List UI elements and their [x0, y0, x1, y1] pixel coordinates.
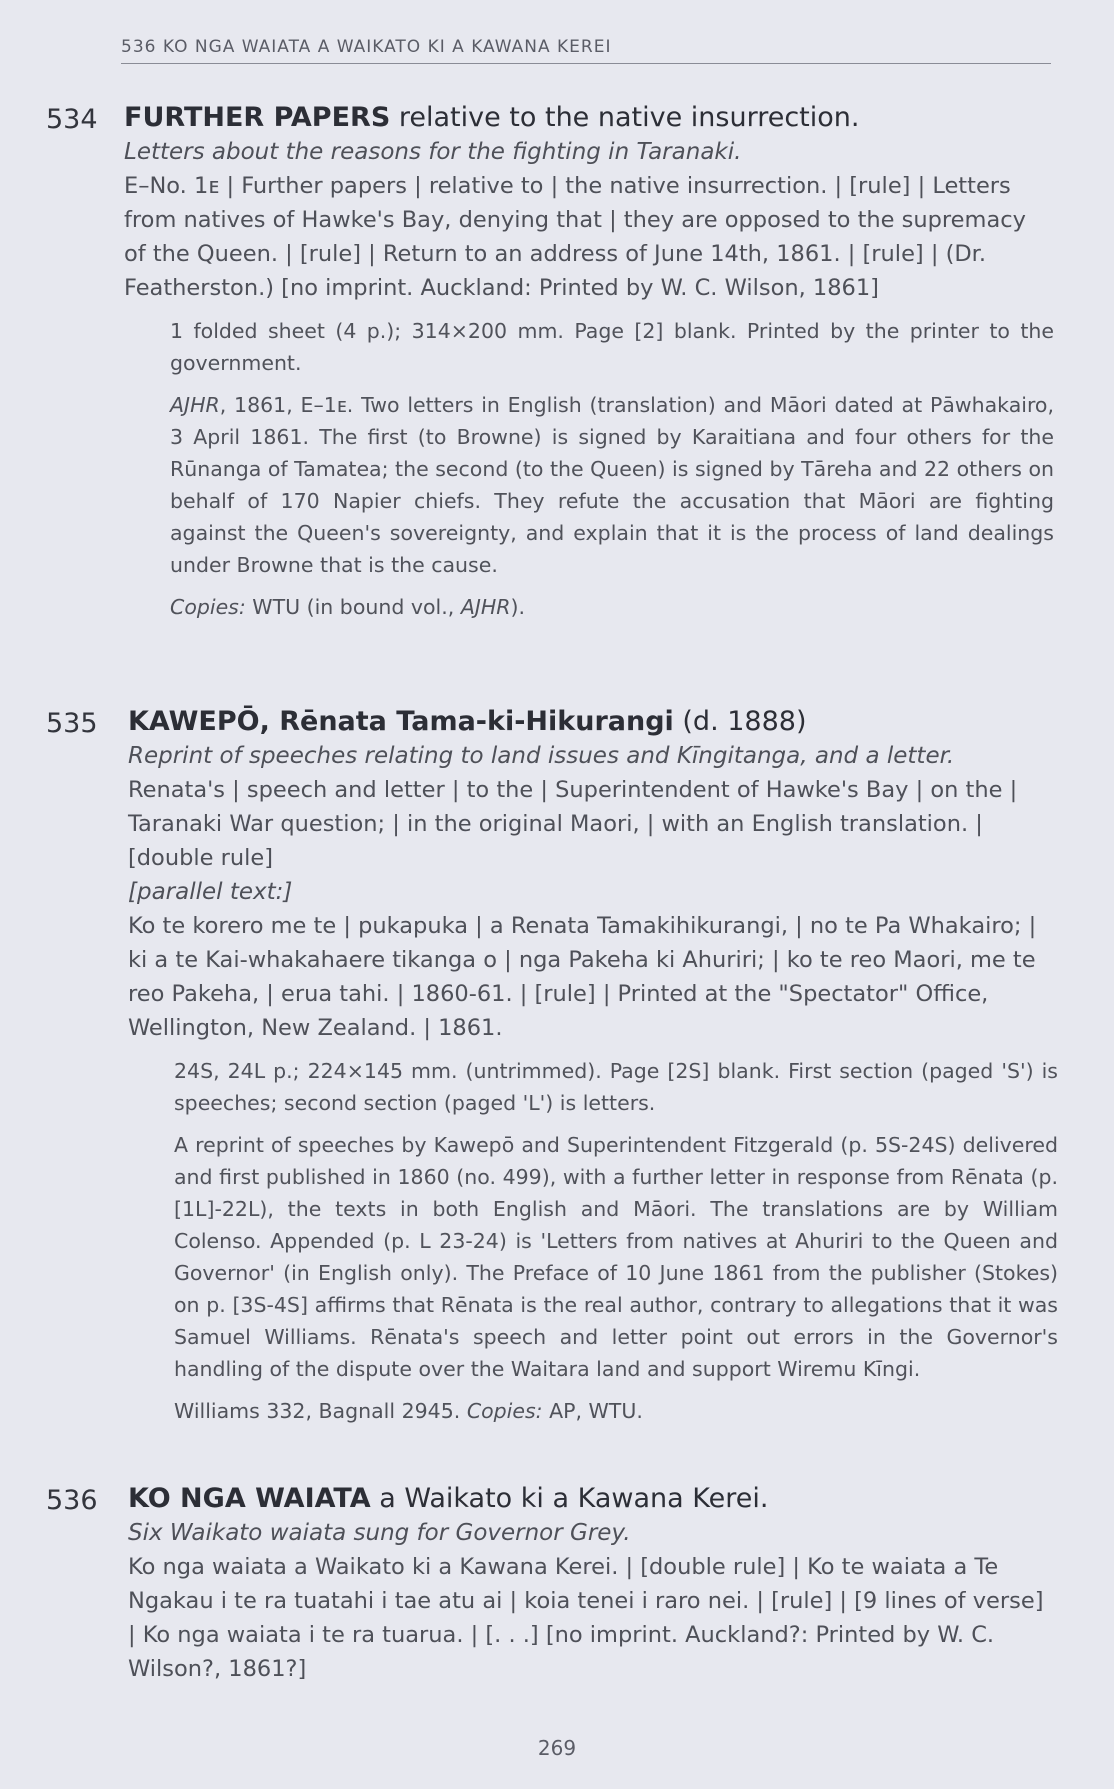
entry-transcription-maori: Ko te korero me te | pukapuka | a Renata Tamakihikurangi, | no te Pa Whakairo; | ki a te Kai-whakahaere tikanga o | nga Pakeha ki Ahuriri; | ko te reo Maori, me te reo Pakeha, | erua tahi. | 1860-61. | [rule] | Printed at the "Spectator" Office, Wellington, New Zealand. | 1861.: [128, 913, 1037, 1041]
entry-note: A reprint of speeches by Kawepō and Superintendent Fitzgerald (p. 5S-24S) delivered and first published in 1860 (no. 499), with a further letter in response from Rēnata (p. [1L]-22L), the texts in both English and Māori. The translations are by William Colenso. Appended (p. L 23-24) is 'Letters from natives at Ahuriri to the Queen and Governor' (in English only). The Preface of 10 June 1861 from the publisher (Stokes) on p. [3S-4S] affirms that Rēnata is the real author, contrary to allegations that it was Samuel Williams. Rēnata's speech and letter point out errors in the Governor's handling of the dispute over the Waitara land and support Wiremu Kīngi.: [174, 1133, 1058, 1381]
page-number: 269: [537, 1736, 577, 1760]
entry-title-rest: a Waikato ki a Kawana Kerei.: [370, 1483, 769, 1514]
entry-body: [128, 705, 1058, 1427]
refs-text: Williams 332, Bagnall 2945.: [174, 1399, 461, 1423]
note-text: , 1861, E–1ᴇ. Two letters in English (translation) and Māori dated at Pāwhakairo, 3 April 1861. The first (to Browne) is signed by Karaitiana and four others for the Rūnanga of Tamatea; the second (to the Queen) is signed by Tāreha and 22 others on behalf of 170 Napier chiefs. They refute the accusation that Māori are fighting against the Queen's sovereignty, and explain that it is the process of land dealings under Browne that is the cause.: [170, 393, 1054, 577]
copies-label: Copies:: [170, 595, 246, 619]
entry-title-rest: relative to the native insurrection.: [390, 102, 860, 133]
entry-title: [124, 101, 1054, 135]
entry-subtitle: Six Waikato waiata sung for Governor Grey.: [128, 1520, 631, 1546]
entry-transcription: Ko nga waiata a Waikato ki a Kawana Kerei. | [double rule] | Ko te waiata a Te Ngakau i te ra tuatahi i tae atu ai | koia tenei i raro nei. | [rule] | [9 lines of verse] | Ko nga waiata i te ra tuarua. | [. . .] [no imprint. Auckland?: Printed by W. C. Wilson?, 1861?]: [128, 1554, 1044, 1682]
entry-transcription: E–No. 1ᴇ | Further papers | relative to | the native insurrection. | [rule] | Letters from natives of Hawke's Bay, denying that | they are opposed to the supremacy of the Queen. | [rule] | Return to an address of June 14th, 1861. | [rule] | (Dr. Featherston.) [no imprint. Auckland: Printed by W. C. Wilson, 1861]: [124, 173, 1026, 301]
entry-number: 534: [46, 104, 98, 135]
entry-body: [128, 1482, 1058, 1686]
entry-note: [170, 389, 1054, 581]
copies-text: WTU (in bound vol.,: [252, 595, 461, 619]
copies-ref: AJHR: [460, 595, 511, 619]
entry-transcription: Renata's | speech and letter | to the | Superintendent of Hawke's Bay | on the | Taranaki War question; | in the original Maori, | with an English translation. | [double rule]: [128, 777, 1018, 871]
entry-title-main: KAWEPŌ, Rēnata Tama-ki-Hikurangi: [128, 706, 674, 737]
entry-title-rest: (d. 1888): [673, 706, 807, 737]
entry-title: [128, 1482, 1058, 1516]
copies-text: AP, WTU.: [549, 1399, 643, 1423]
copies-label: Copies:: [466, 1399, 543, 1423]
running-head: 536 KO NGA WAIATA A WAIKATO KI A KAWANA KEREI: [121, 37, 1051, 64]
note-ref: AJHR: [170, 393, 220, 417]
entry-copies: [174, 1395, 1058, 1427]
entry-physical: 1 folded sheet (4 p.); 314×200 mm. Page [2] blank. Printed by the printer to the government.: [170, 319, 1054, 375]
entry-copies: [170, 591, 1054, 623]
entry-subtitle: Letters about the reasons for the fighting in Taranaki.: [124, 139, 742, 165]
entry-number: 535: [46, 708, 98, 739]
entry-physical: 24S, 24L p.; 224×145 mm. (untrimmed). Page [2S] blank. First section (paged 'S') is speeches; second section (paged 'L') is letters.: [174, 1059, 1058, 1115]
entry-title-main: FURTHER PAPERS: [124, 102, 391, 133]
entry-title-main: KO NGA WAIATA: [128, 1483, 371, 1514]
entry-subtitle: Reprint of speeches relating to land issues and Kīngitanga, and a letter.: [128, 743, 955, 769]
entry-body: [124, 101, 1054, 623]
entry-number: 536: [46, 1485, 98, 1516]
parallel-text-label: [parallel text:]: [128, 879, 293, 905]
copies-end: ).: [510, 595, 526, 619]
entry-title: [128, 705, 1058, 739]
